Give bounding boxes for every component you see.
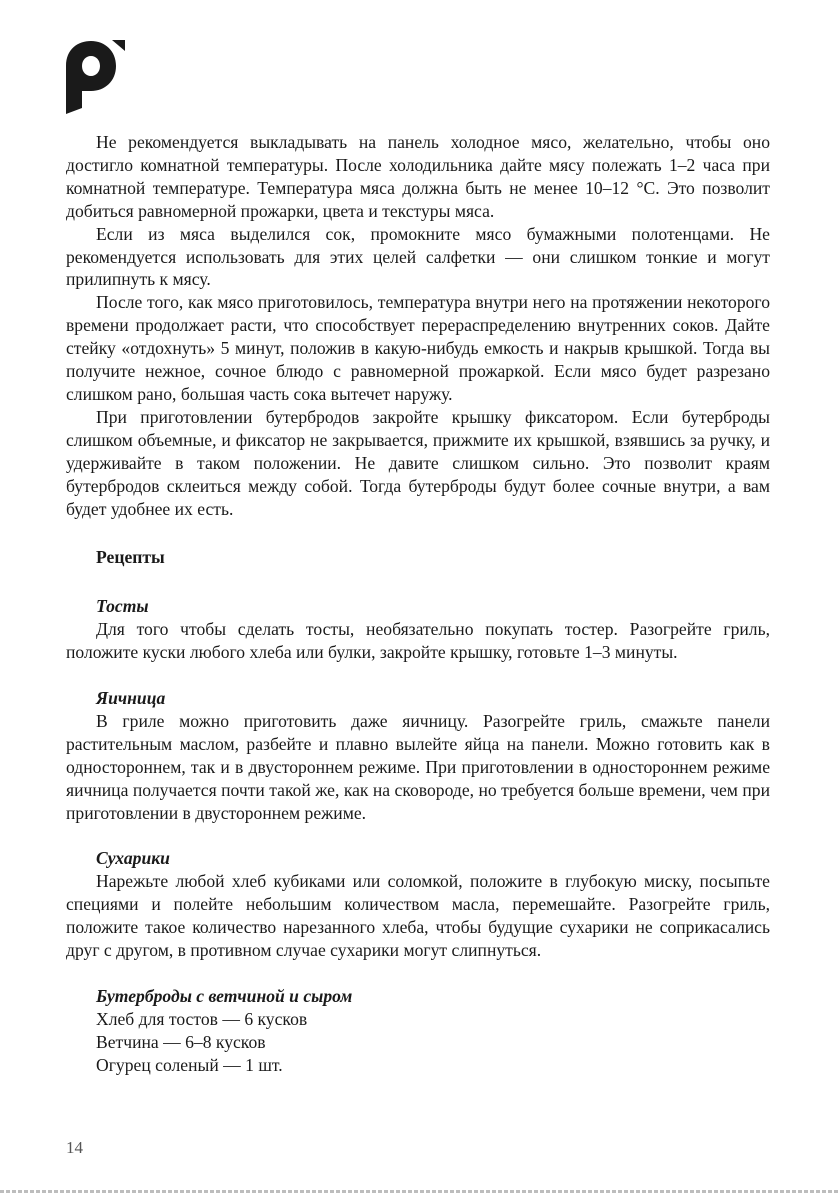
ingredient-item: Огурец соленый — 1 шт.: [96, 1054, 283, 1075]
recipe-text-toasts: Для того чтобы сделать тосты, необязательно покупать тостер. Разогрейте гриль, положите куски любого хлеба или булки, закройте крышку, готовьте 1–3 минуты.: [66, 619, 770, 663]
page-body: [66, 131, 770, 1077]
publisher-logo-icon: [66, 38, 126, 114]
recipe-text-croutons: Нарежьте любой хлеб кубиками или соломкой, положите в глубокую миску, посыпьте специями и полейте небольшим количеством масла, перемешайте. Разогрейте гриль, положите такое количество нарезанного хлеба, чтобы будущие сухарики не соприкасались друг с другом, в противном случае сухарики могут слипнуться.: [66, 871, 770, 961]
recipe-title-eggs: Яичница: [96, 688, 166, 709]
ingredient-item: Ветчина — 6–8 кусков: [96, 1031, 266, 1052]
section-heading-recipes: Рецепты: [96, 547, 165, 568]
recipe-title-croutons: Сухарики: [96, 848, 170, 869]
paragraph: Не рекомендуется выкладывать на панель холодное мясо, желательно, чтобы оно достигло комнатной температуры. После холодильника дайте мясу полежать 1–2 часа при комнатной температуре. Температура мяса должна быть не менее 10–12 °С. Это позволит добиться равномерной прожарки, цвета и текстуры мяса.: [66, 132, 770, 221]
ingredient-item: Хлеб для тостов — 6 кусков: [96, 1008, 308, 1029]
paragraph: После того, как мясо приготовилось, температура внутри него на протяжении некоторого времени продолжает расти, что способствует перераспределению внутренних соков. Дайте стейку «отдохнуть» 5 минут, положив в какую-нибудь емкость и накрыв крышкой. Тогда вы получите нежное, сочное блюдо с равномерной прожаркой. Если мясо будет разрезано слишком рано, большая часть сока вытечет наружу.: [66, 292, 770, 404]
recipe-title-toasts: Тосты: [96, 596, 149, 617]
recipe-title-sandwiches: Бутерброды с ветчиной и сыром: [96, 986, 353, 1006]
recipe-text-eggs: В гриле можно приготовить даже яичницу. Разогрейте гриль, смажьте панели растительным маслом, разбейте и плавно вылейте яйца на панели. Можно готовить как в одностороннем, так и в двустороннем режиме. При приготовлении в одностороннем режиме яичница получается почти такой же, как на сковороде, но требуется больше времени, чем при приготовлении в двустороннем режиме.: [66, 710, 770, 823]
paragraph: Если из мяса выделился сок, промокните мясо бумажными полотенцами. Не рекомендуется использовать для этих целей салфетки — они слишком тонкие и могут прилипнуть к мясу.: [66, 223, 770, 290]
paragraph: При приготовлении бутербродов закройте крышку фиксатором. Если бутерброды слишком объемные, и фиксатор не закрывается, прижмите их крышкой, взявшись за ручку, и удерживайте в таком положении. Не давите слишком сильно. Это позволит краям бутербродов склеиться между собой. Тогда бутерброды будут более сочные внутри, а вам будет удобнее их есть.: [66, 406, 770, 519]
page-number: 14: [66, 1138, 83, 1157]
